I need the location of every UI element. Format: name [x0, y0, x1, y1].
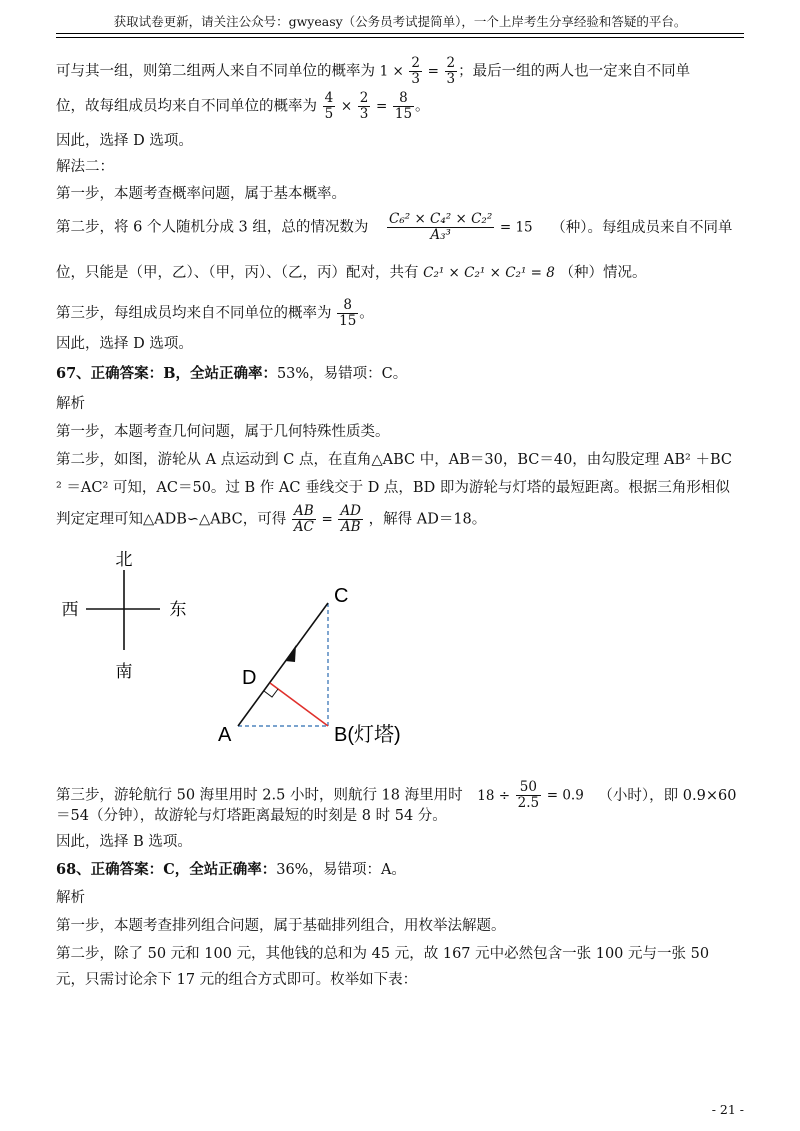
text-span: 可与其一组，则第二组两人来自不同单位的概率为 — [56, 63, 375, 80]
answer-label: 68、正确答案： — [56, 861, 164, 878]
math-term: 1 × — [379, 63, 404, 80]
math-term: = 15 — [499, 219, 533, 236]
fraction — [358, 91, 371, 122]
text-span: ，解得 AD＝18。 — [368, 511, 487, 528]
numerator: C₆² × C₄² × C₂² — [389, 211, 493, 227]
text-line — [56, 56, 690, 87]
accuracy-value: 36%，易错项：A。 — [276, 862, 406, 878]
fraction — [338, 504, 363, 535]
denominator: 3 — [359, 106, 369, 122]
numerator: 2 — [411, 55, 421, 71]
text-span: 位，只能是（甲，乙）、（甲，丙）、（乙，丙）配对，共有 — [56, 265, 419, 281]
point-b-label: B(灯塔) — [334, 724, 401, 746]
point-a-label: A — [218, 724, 232, 746]
text-span: （小时），即 0.9×60 — [598, 787, 737, 804]
header-rule — [56, 33, 744, 34]
answer-label: 67、正确答案： — [56, 365, 164, 382]
text-line: 第一步，本题考查几何问题，属于几何特殊性质类。 — [56, 424, 390, 440]
denominator: 15 — [394, 106, 413, 122]
header-rule — [56, 37, 744, 38]
text-line: 因此，选择 D 选项。 — [56, 133, 193, 149]
answer-value: C， — [163, 861, 190, 878]
fraction — [409, 56, 422, 87]
text-span: 位，故每组成员均来自不同单位的概率为 — [56, 98, 317, 115]
text-line: 第二步，除了 50 元和 100 元，其他钱的总和为 45 元，故 167 元中必然包含一张 100 元与一张 50 — [56, 946, 710, 962]
fraction — [387, 212, 494, 243]
numerator: 2 — [446, 55, 456, 71]
text-line — [56, 91, 430, 122]
text-span: 判定定理可知△ADB∽△ABC，可得 — [56, 511, 287, 528]
math-term: 18 ÷ — [477, 787, 511, 804]
math-term: = — [321, 511, 333, 528]
numerator: 4 — [324, 90, 334, 106]
numerator: 8 — [399, 90, 408, 106]
numerator: 8 — [343, 297, 352, 313]
text-line: 解析 — [56, 890, 85, 906]
math-term: C₂¹ × C₂¹ × C₂¹ = 8 — [423, 265, 555, 281]
text-span: 。 — [359, 305, 374, 322]
numerator: AD — [340, 503, 362, 519]
denominator: AB — [338, 519, 363, 535]
text-span: 第二步，将 6 个人随机分成 3 组，总的情况数为 — [56, 219, 369, 236]
denominator: 3 — [411, 71, 421, 87]
compass-east-label: 东 — [169, 600, 187, 620]
text-line: 元，只需讨论余下 17 元的组合方式即可。枚举如下表： — [56, 972, 418, 988]
ac-route-line — [238, 603, 328, 726]
numerator: 2 — [359, 90, 369, 106]
fraction — [323, 91, 336, 122]
text-span: 第三步，每组成员均来自不同单位的概率为 — [56, 305, 332, 322]
math-term: = 0.9 — [546, 787, 584, 804]
fraction — [393, 91, 414, 122]
text-span: ；最后一组的两人也一定来自不同单 — [458, 63, 691, 80]
denominator: 3 — [446, 71, 456, 87]
point-c-label: C — [334, 585, 349, 607]
text-line: 第一步，本题考查概率问题，属于基本概率。 — [56, 186, 346, 202]
text-line: 第一步，本题考查排列组合问题，属于基础排列组合，用枚举法解题。 — [56, 918, 506, 934]
text-line — [56, 212, 733, 243]
text-span: （种）情况。 — [559, 265, 647, 281]
compass-west-label: 西 — [61, 600, 79, 620]
math-term: = — [427, 63, 439, 80]
denominator: 2.5 — [517, 795, 540, 811]
text-line: 因此，选择 B 选项。 — [56, 834, 192, 850]
answer-line — [56, 364, 407, 384]
point-d-label: D — [242, 667, 257, 689]
text-line — [56, 263, 646, 283]
text-span: （种）。每组成员来自不同单 — [551, 219, 733, 236]
math-term: = — [375, 98, 388, 115]
text-line: 第二步，如图，游轮从 A 点运动到 C 点，在直角△ABC 中，AB＝30，BC＝40，由勾股定理 AB² ＋BC — [56, 452, 732, 468]
denominator: AC — [293, 519, 314, 535]
text-line: 因此，选择 D 选项。 — [56, 336, 193, 352]
direction-arrow-icon — [285, 645, 296, 662]
accuracy-label: 全站正确率： — [189, 365, 277, 382]
accuracy-value: 53%，易错项：C。 — [276, 366, 408, 382]
text-line: ² ＝AC² 可知，AC＝50。过 B 作 AC 垂线交于 D 点，BD 即为游轮与灯塔的最短距离。根据三角形相似 — [56, 480, 730, 496]
numerator: AB — [294, 503, 314, 519]
denominator: A₃³ — [387, 227, 494, 243]
right-angle-marker — [264, 689, 278, 697]
geometry-figure — [56, 545, 436, 760]
text-line — [56, 504, 486, 535]
compass — [62, 550, 187, 682]
fraction — [445, 56, 458, 87]
fraction — [337, 298, 358, 329]
text-span: 第三步，游轮航行 50 海里用时 2.5 小时，则航行 18 海里用时 — [56, 787, 463, 804]
denominator: 5 — [324, 106, 334, 122]
page-number: - 21 - — [711, 1102, 744, 1117]
page-header: 获取试卷更新，请关注公众号：gwyeasy（公务员考试提简单），一个上岸考生分享经验和答疑的平台。 — [113, 14, 687, 29]
text-line: ＝54（分钟），故游轮与灯塔距离最短的时刻是 8 时 54 分。 — [56, 808, 447, 824]
compass-south-label: 南 — [115, 662, 133, 682]
text-span: 。 — [415, 98, 430, 115]
text-line: 解析 — [56, 396, 85, 412]
bd-shortest-line — [270, 683, 328, 726]
text-line: 解法二： — [56, 159, 114, 175]
text-line — [56, 298, 374, 329]
triangle — [218, 585, 401, 746]
numerator: 50 — [519, 779, 537, 795]
fraction — [292, 504, 316, 535]
denominator: 15 — [339, 313, 357, 329]
compass-north-label: 北 — [115, 550, 133, 570]
fraction — [516, 780, 541, 811]
answer-value: B， — [163, 365, 190, 382]
math-term: × — [340, 98, 353, 115]
answer-line — [56, 860, 406, 880]
accuracy-label: 全站正确率： — [189, 861, 277, 878]
